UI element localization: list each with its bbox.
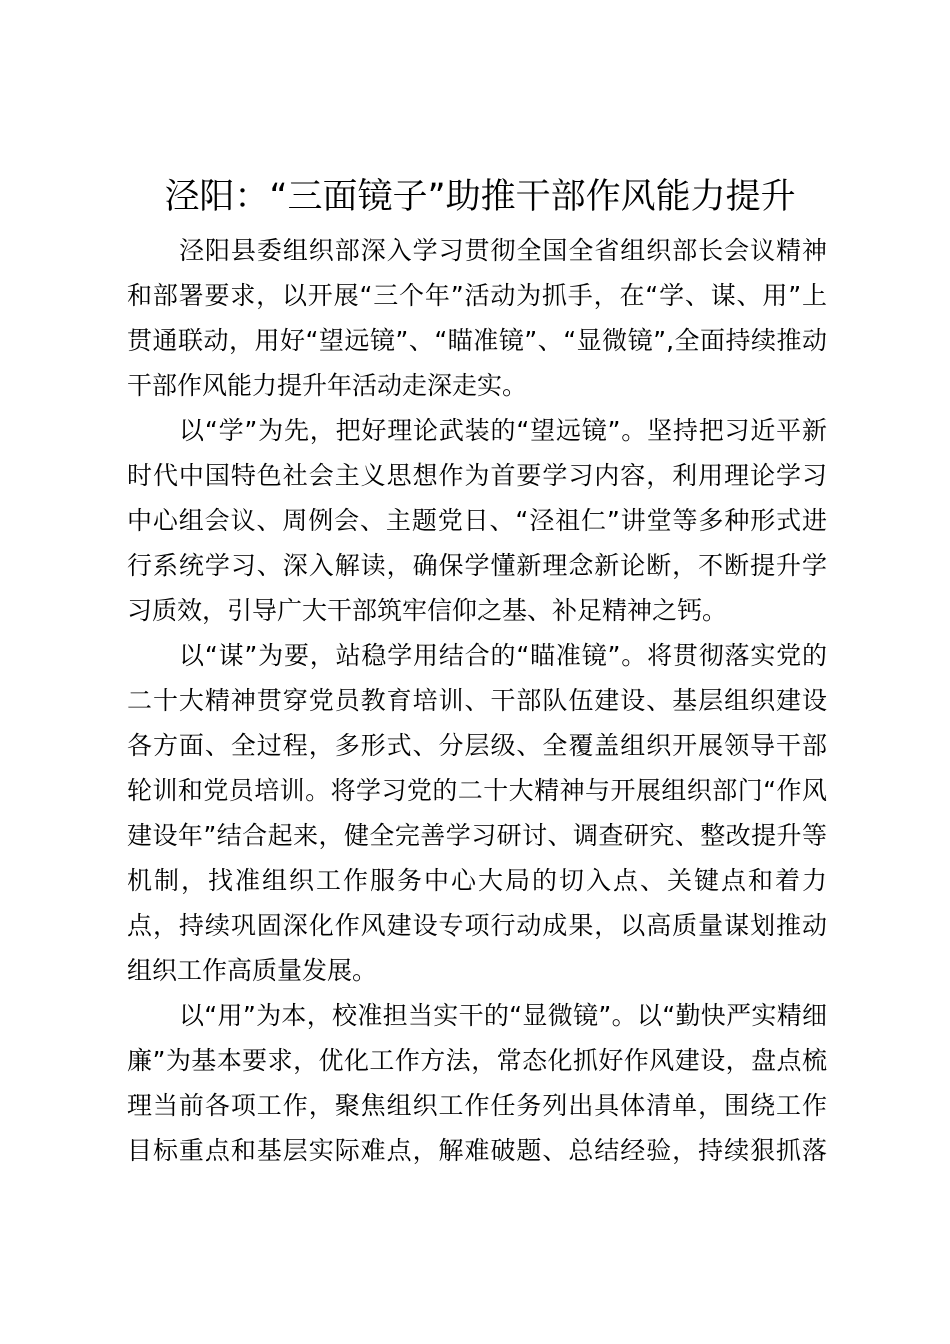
paragraph-2 [127,408,827,633]
text-line: 廉”为基本要求，优化工作方法，常态化抓好作风建设，盘点梳 [127,1046,827,1075]
paragraph-4 [127,993,827,1173]
article-body [127,228,827,1173]
text-line: 和部署要求，以开展“三个年”活动为抓手，在“学、谋、用”上 [127,281,827,310]
text-line: 各方面、全过程，多形式、分层级、全覆盖组织开展领导干部 [127,731,827,760]
text-line: 目标重点和基层实际难点，解难破题、总结经验，持续狠抓落 [127,1136,827,1165]
text-line: 轮训和党员培训。将学习党的二十大精神与开展组织部门“作风 [127,776,827,805]
text-line: 干部作风能力提升年活动走深走实。 [127,371,528,400]
text-line: 以“学”为先，把好理论武装的“望远镜”。坚持把习近平新 [179,416,827,445]
article-title: 泾阳：“三面镜子”助推干部作风能力提升 [164,177,796,217]
text-line: 行系统学习、深入解读，确保学懂新理念新论断，不断提升学 [127,551,827,580]
text-line: 泾阳县委组织部深入学习贯彻全国全省组织部长会议精神 [179,236,827,265]
text-line: 理当前各项工作，聚焦组织工作任务列出具体清单，围绕工作 [127,1091,827,1120]
text-line: 二十大精神贯穿党员教育培训、干部队伍建设、基层组织建设 [127,686,827,715]
text-line: 机制，找准组织工作服务中心大局的切入点、关键点和着力 [127,866,827,895]
text-line: 点，持续巩固深化作风建设专项行动成果，以高质量谋划推动 [127,911,827,940]
text-line: 习质效，引导广大干部筑牢信仰之基、补足精神之钙。 [127,596,728,625]
paragraph-1 [127,228,827,408]
text-line: 贯通联动，用好“望远镜”、“瞄准镜”、“显微镜”,全面持续推动 [127,326,827,355]
paragraph-3 [127,633,827,993]
text-line: 中心组会议、周例会、主题党日、“泾祖仁”讲堂等多种形式进 [127,506,827,535]
text-line: 建设年”结合起来，健全完善学习研讨、调查研究、整改提升等 [127,821,827,850]
text-line: 组织工作高质量发展。 [127,956,378,985]
text-line: 以“谋”为要，站稳学用结合的“瞄准镜”。将贯彻落实党的 [179,641,827,670]
text-line: 时代中国特色社会主义思想作为首要学习内容，利用理论学习 [127,461,827,490]
text-line: 以“用”为本，校准担当实干的“显微镜”。以“勤快严实精细 [179,1001,827,1030]
